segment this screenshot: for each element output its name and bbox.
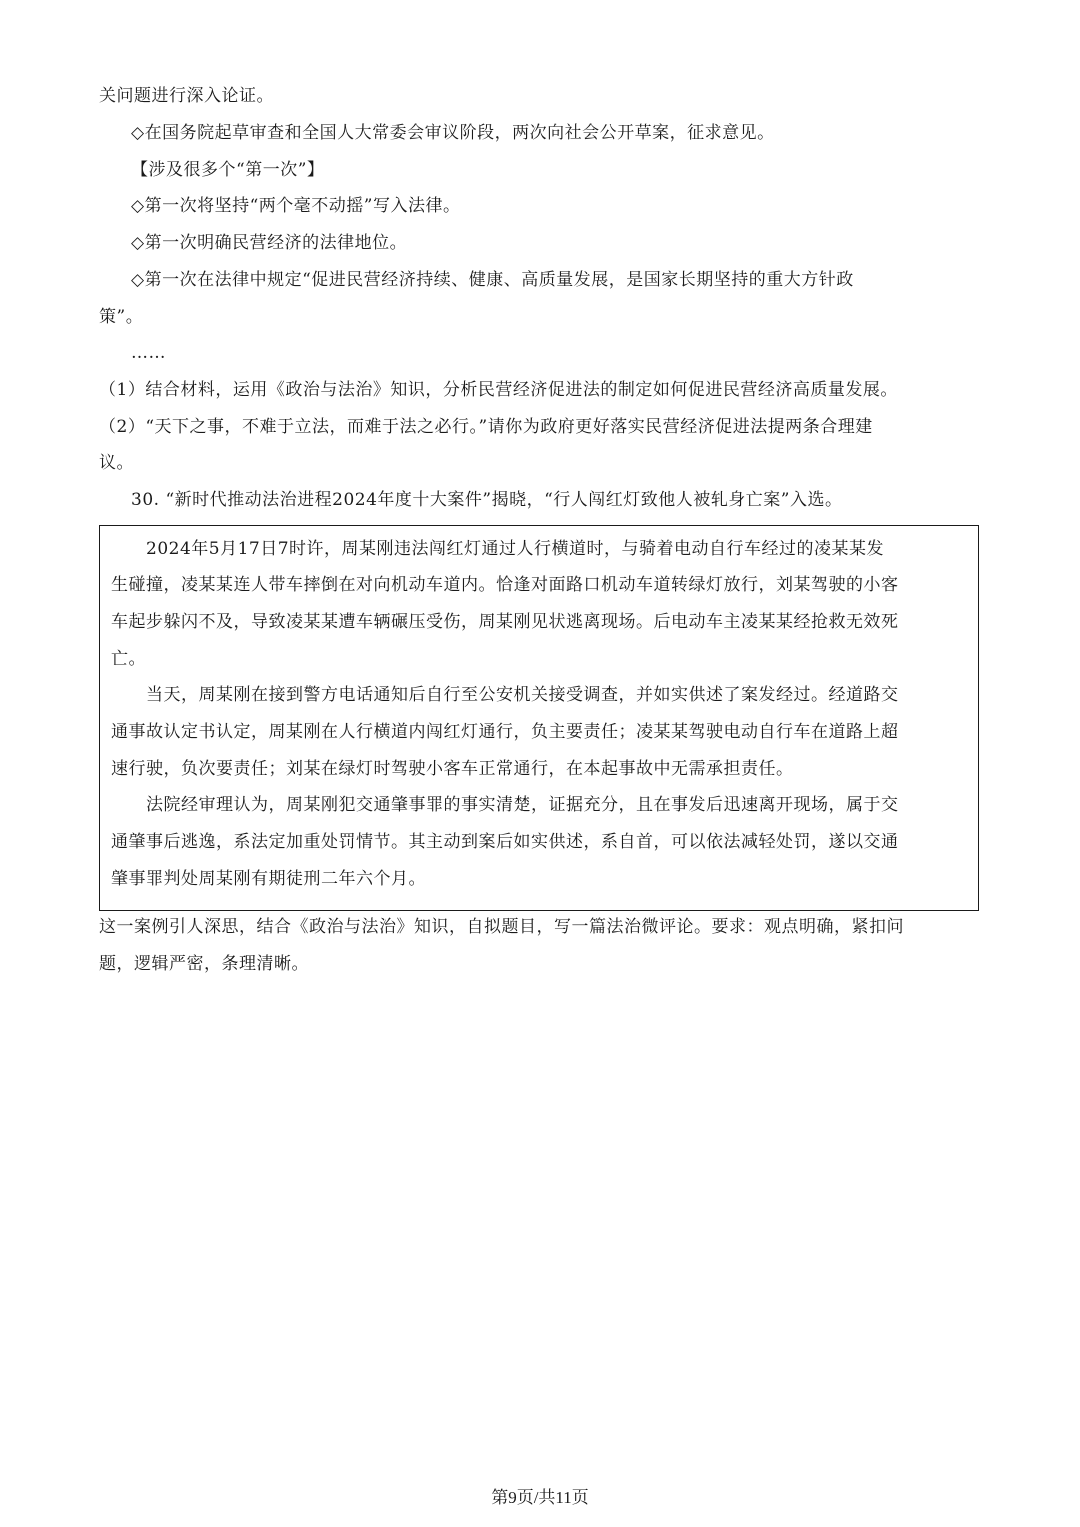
case-paragraph-1: 2024年5月17日7时许，周某刚违法闯红灯通过人行横道时，与骑着电动自行车经过的凌某某发 (146, 539, 885, 559)
text-line: 关问题进行深入论证。 (99, 86, 274, 106)
text-line: ◇第一次在法律中规定“促进民营经济持续、健康、高质量发展，是国家长期坚持的重大方针政 (131, 270, 854, 290)
case-text-line: 生碰撞，凌某某连人带车摔倒在对向机动车道内。恰逢对面路口机动车道转绿灯放行，刘某驾驶的小客 (111, 575, 899, 595)
case-paragraph-3: 法院经审理认为，周某刚犯交通肇事罪的事实清楚，证据充分，且在事发后迅速离开现场，属于交 (146, 795, 899, 815)
text-line: 策”。 (99, 307, 144, 327)
case-text-line: 车起步躲闪不及，导致凌某某遭车辆碾压受伤，周某刚见状逃离现场。后电动车主凌某某经抢救无效死 (111, 612, 899, 632)
text-line: ◇在国务院起草审查和全国人大常委会审议阶段，两次向社会公开草案，征求意见。 (131, 123, 775, 143)
case-text-line: 通肇事后逃逸，系法定加重处罚情节。其主动到案后如实供述，系自首，可以依法减轻处罚，遂以交通 (111, 832, 899, 852)
text-line: ◇第一次将坚持“两个毫不动摇”写入法律。 (131, 196, 461, 216)
case-text-line: 速行驶，负次要责任；刘某在绿灯时驾驶小客车正常通行，在本起事故中无需承担责任。 (111, 759, 794, 779)
text-line: ◇第一次明确民营经济的法律地位。 (131, 233, 408, 253)
case-paragraph-2: 当天，周某刚在接到警方电话通知后自行至公安机关接受调查，并如实供述了案发经过。经道路交 (146, 685, 899, 705)
case-text-line: 通事故认定书认定，周某刚在人行横道内闯红灯通行，负主要责任；凌某某驾驶电动自行车在道路上超 (111, 722, 899, 742)
case-text-line: 亡。 (111, 649, 146, 669)
text-line: 【涉及很多个“第一次”】 (131, 160, 325, 180)
page-number: 第9页/共11页 (491, 1488, 589, 1507)
text-line: …… (131, 343, 166, 363)
case-text-line: 肇事罪判处周某刚有期徒刑二年六个月。 (111, 869, 426, 889)
question-30: 30. “新时代推动法治进程2024年度十大案件”揭晓，“行人闯红灯致他人被轧身亡案”入选。 (131, 490, 843, 510)
question-2-cont: 议。 (99, 453, 134, 473)
essay-prompt: 这一案例引人深思，结合《政治与法治》知识，自拟题目，写一篇法治微评论。要求：观点明确，紧扣问 (99, 917, 904, 937)
question-2: （2）“天下之事，不难于立法，而难于法之必行。”请你为政府更好落实民营经济促进法提两条合理建 (99, 417, 873, 437)
question-1: （1）结合材料，运用《政治与法治》知识，分析民营经济促进法的制定如何促进民营经济高质量发展。 (99, 380, 898, 400)
essay-prompt-cont: 题，逻辑严密，条理清晰。 (99, 954, 309, 974)
